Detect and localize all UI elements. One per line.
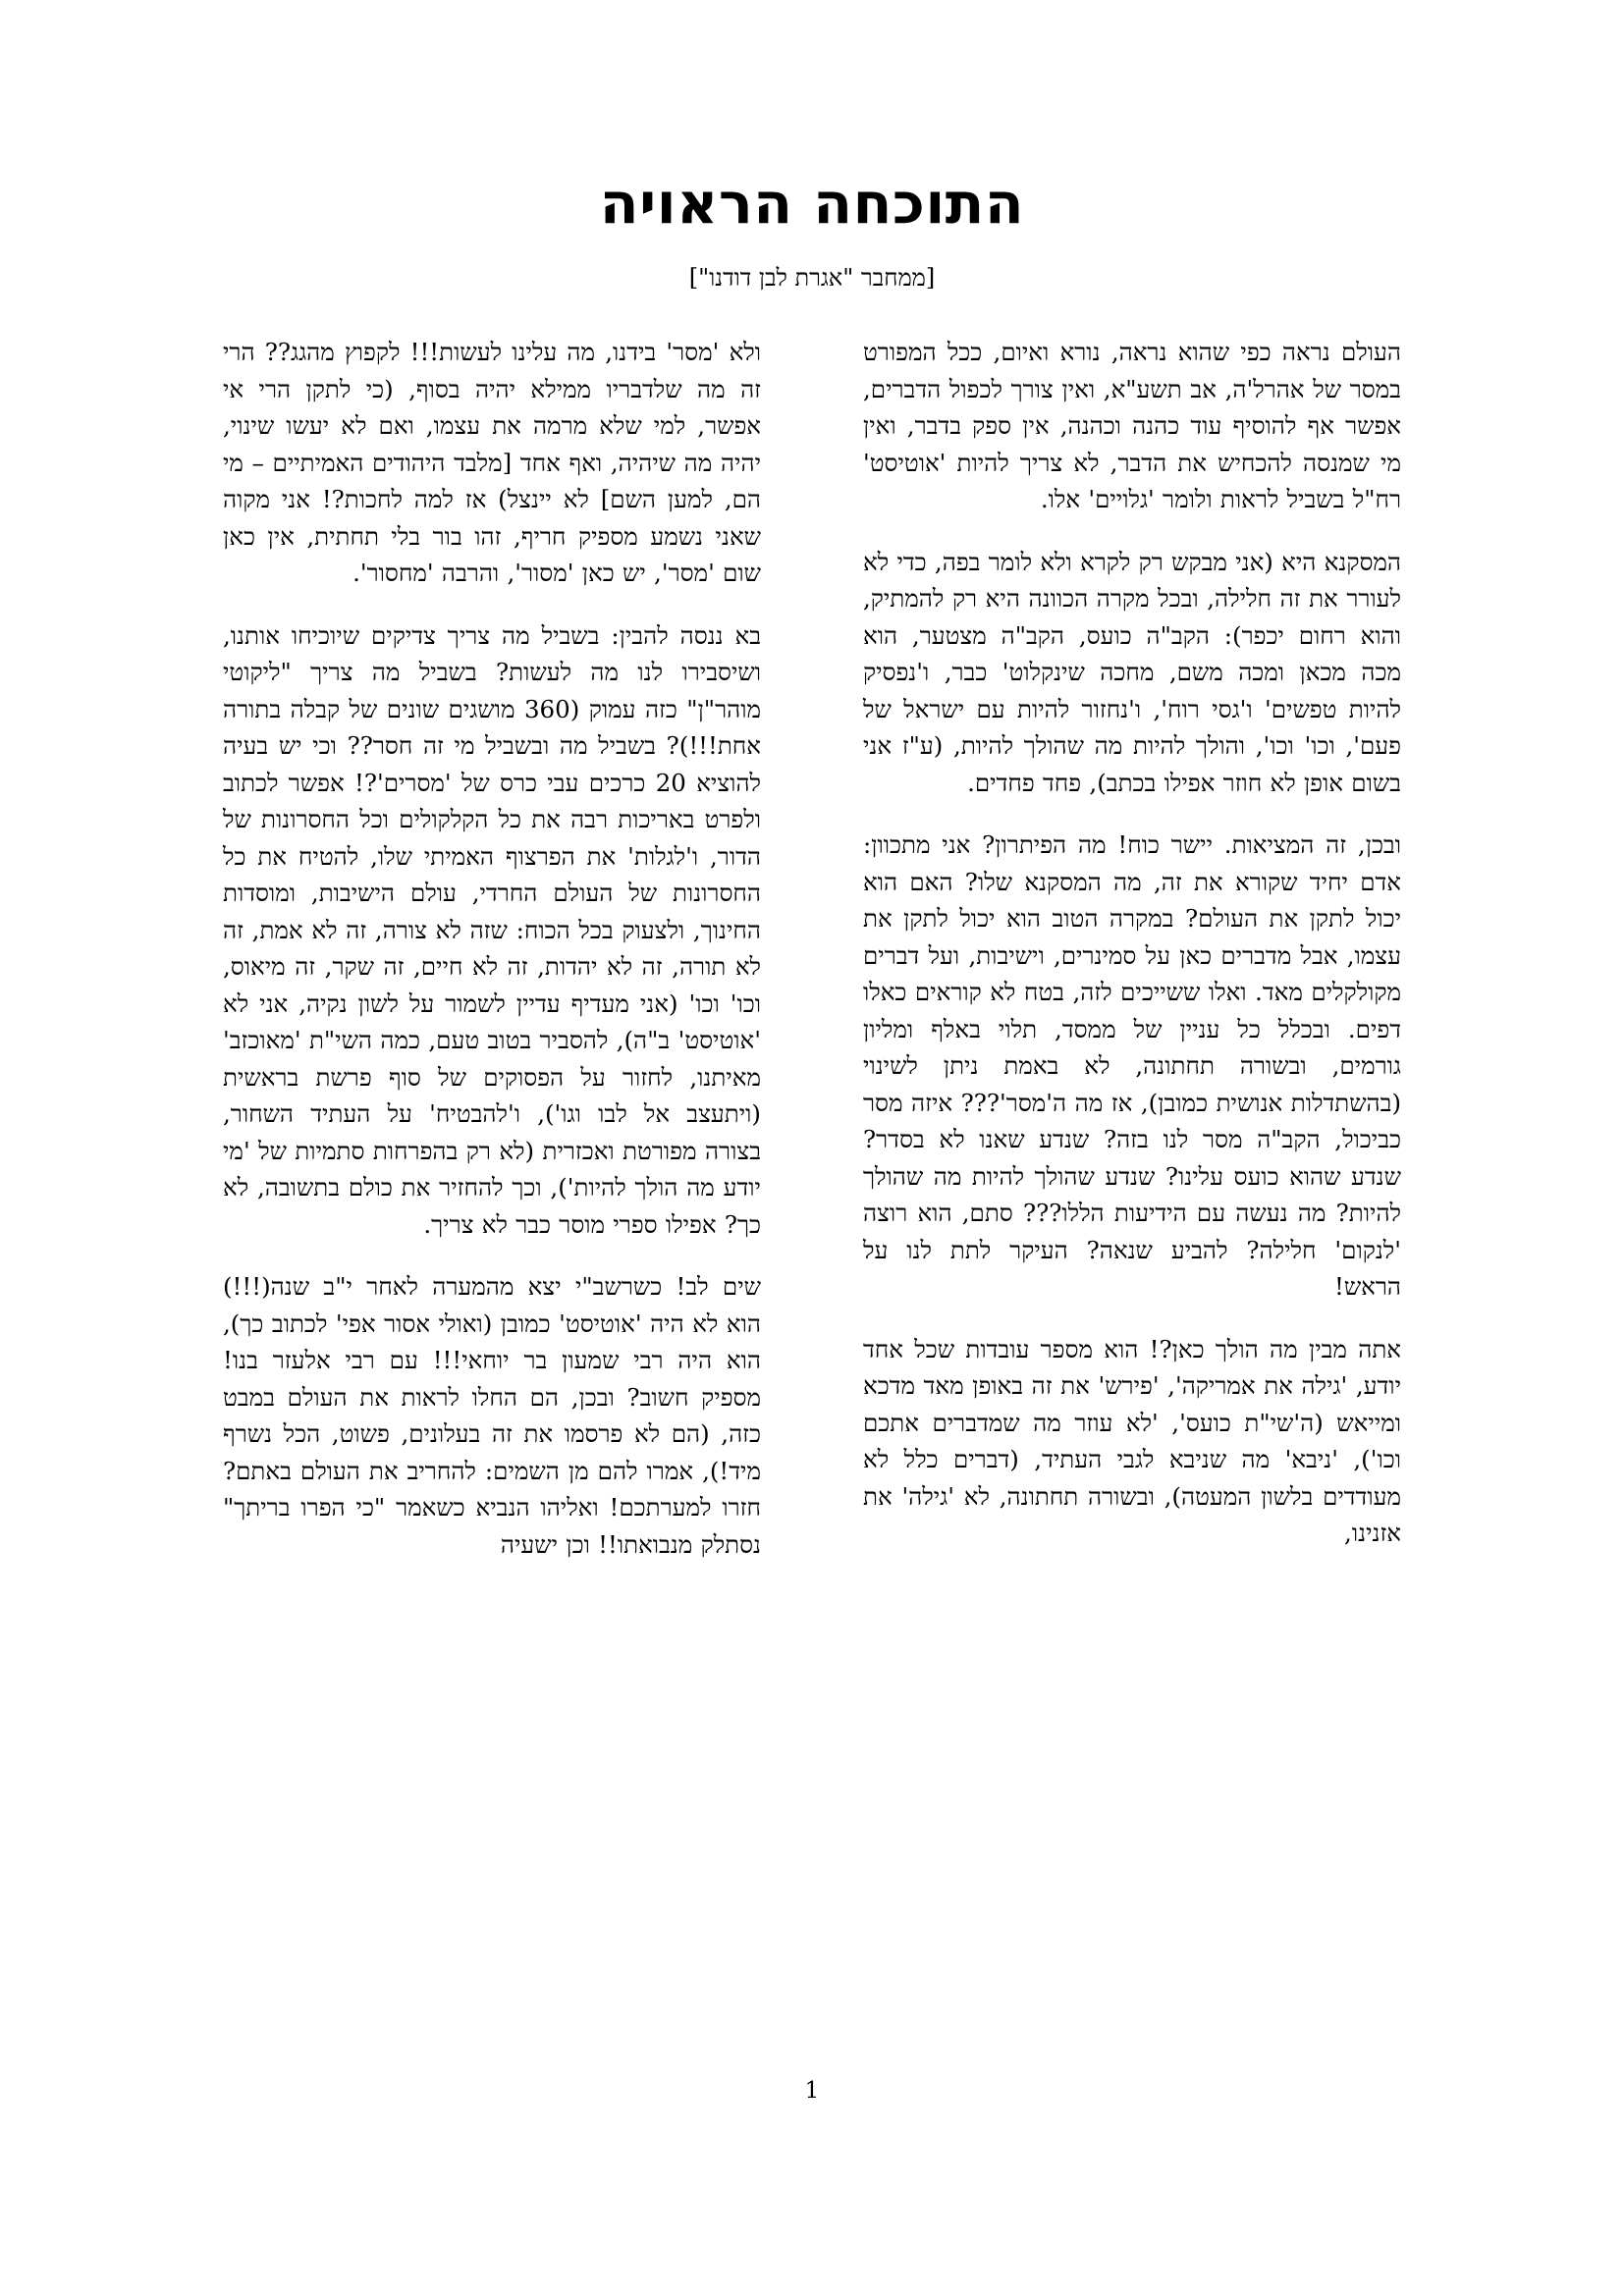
paragraph: המסקנא היא (אני מבקש רק לקרא ולא לומר בפה, כדי לא לעורר את זה חלילה, ובכל מקרה הכוונה היא רק להמתיק, והוא רחום יכפר): הקב"ה כועס, הקב"ה מצטער, הוא מכה מכאן ומכה משם, מחכה שינקלוט' כבר, ו'נפסיק להיות טפשים' ו'גסי רוח', ו'נחזור להיות עם ישראל של פעם', וכו' וכו', והולך להיות מה שהולך להיות, (ע"ז אני בשום אופן לא חוזר אפילו בכתב), פחד פחדים. [863,547,1401,797]
document-subtitle: [ממחבר "אגרת לבן דודנו"] [688,264,936,292]
column-left [223,334,761,1563]
masthead [0,0,1624,291]
paragraph: ובכן, זה המציאות. יישר כוח! מה הפיתרון? אני מתכוון: אדם יחיד שקורא את זה, מה המסקנא שלו? האם הוא יכול לתקן את העולם? במקרה הטוב הוא יכול לתקן את עצמו, אבל מדברים כאן על סמינרים, וישיבות, ועל דברים מקולקלים מאד. ואלו ששייכים לזה, בטח לא קוראים כאלו דפים. ובכלל כל עניין של ממסד, תלוי באלף ומליון גורמים, ובשורה תחתונה, לא באמת ניתן לשינוי (בהשתדלות אנושית כמובן), אז מה ה'מסר'??? איזה מסר כביכול, הקב"ה מסר לנו בזה? שנדע שאנו לא בסדר? שנדע שהוא כועס עלינו? שנדע שהולך להיות מה שהולך להיות? מה נעשה עם הידיעות הללו??? סתם, הוא רוצה 'לנקום' חלילה? להביע שנאה? העיקר לתת לנו על הראש! [863,830,1401,1302]
paragraph: ולא 'מסר' בידנו, מה עלינו לעשות!!! לקפוץ מהגג?? הרי זה מה שלדבריו ממילא יהיה בסוף, (כי לתקן הרי אי אפשר, למי שלא מרמה את עצמו, ואם לא יעשו שינוי, יהיה מה שיהיה, ואף אחד [מלבד היהודים האמיתיים – מי הם, למען השם] לא יינצל) אז למה לחכות?! אני מקוה שאני נשמע מספיק חריף, זהו בור בלי תחתית, אין כאן שום 'מסר', יש כאן 'מסור', והרבה 'מחסור'. [223,338,761,588]
page-title: התוכחה הראויה [599,170,1025,237]
paragraph: העולם נראה כפי שהוא נראה, נורא ואיום, ככל המפורט במסר של אהרל'ה, אב תשע"א, ואין צורך לכפול הדברים, אפשר אף להוסיף עוד כהנה וכהנה, אין ספק בדבר, ואין מי שמנסה להכחיש את הדבר, לא צריך להיות 'אוטיסט' רח"ל בשביל לראות ולומר 'גלויים' אלו. [863,338,1401,514]
page-number: 1 [804,2078,820,2104]
column-right [863,334,1401,1563]
paragraph: שים לב! כשרשב"י יצא מהמערה לאחר י"ב שנה(!!!) הוא לא היה 'אוטיסט' כמובן (ואולי אסור אפי' לכתוב כך), הוא היה רבי שמעון בר יוחאי!!! עם רבי אלעזר בנו! מספיק חשוב? ובכן, הם החלו לראות את העולם במבט כזה, (הם לא פרסמו את זה בעלונים, פשוט, הכל נשרף מיד!), אמרו להם מן השמים: להחריב את העולם באתם? חזרו למערתכם! ואליהו הנביא כשאמר "כי הפרו בריתך" נסתלק מנבואתו!! וכן ישעיה [223,1272,761,1559]
paragraph: אתה מבין מה הולך כאן?! הוא מספר עובדות שכל אחד יודע, 'גילה את אמריקה', 'פירש' את זה באופן מאד מדכא ומייאש (ה'שי"ת כועס', 'לא עוזר מה שמדברים אתכם וכו'), 'ניבא' מה שניבא לגבי העתיד, (דברים כלל לא מעודדים בלשון המעטה), ובשורה תחתונה, לא 'גילה' את אזנינו, [863,1334,1401,1548]
article-body [223,291,1401,1563]
paragraph: בא ננסה להבין: בשביל מה צריך צדיקים שיוכיחו אותנו, ושיסבירו לנו מה לעשות? בשביל מה צריך "ליקוטי מוהר"ן" כזה עמוק (360 מושגים שונים של קבלה בתורה אחת!!!)? בשביל מה ובשביל מי זה חסר?? וכי יש בעיה להוציא 20 כרכים עבי כרס של 'מסרים'?! אפשר לכתוב ולפרט באריכות רבה את כל הקלקולים וכל החסרונות של הדור, ו'לגלות' את הפרצוף האמיתי שלו, להטיח את כל החסרונות של העולם החרדי, עולם הישיבות, ומוסדות החינוך, ולצעוק בכל הכוח: שזה לא צורה, זה לא אמת, זה לא תורה, זה לא יהדות, זה לא חיים, זה שקר, זה מיאוס, וכו' וכו' (אני מעדיף עדיין לשמור על לשון נקיה, אני לא 'אוטיסט' ב"ה), להסביר בטוב טעם, כמה השי"ת 'מאוכזב' מאיתנו, לחזור על הפסוקים של סוף פרשת בראשית (ויתעצב אל לבו וגו'), ו'להבטיח' על העתיד השחור, בצורה מפורטת ואכזרית (לא רק בהפרחות סתמיות של 'מי יודע מה הולך להיות'), וכך להחזיר את כולם בתשובה, לא כך? אפילו ספרי מוסר כבר לא צריך. [223,620,761,1239]
